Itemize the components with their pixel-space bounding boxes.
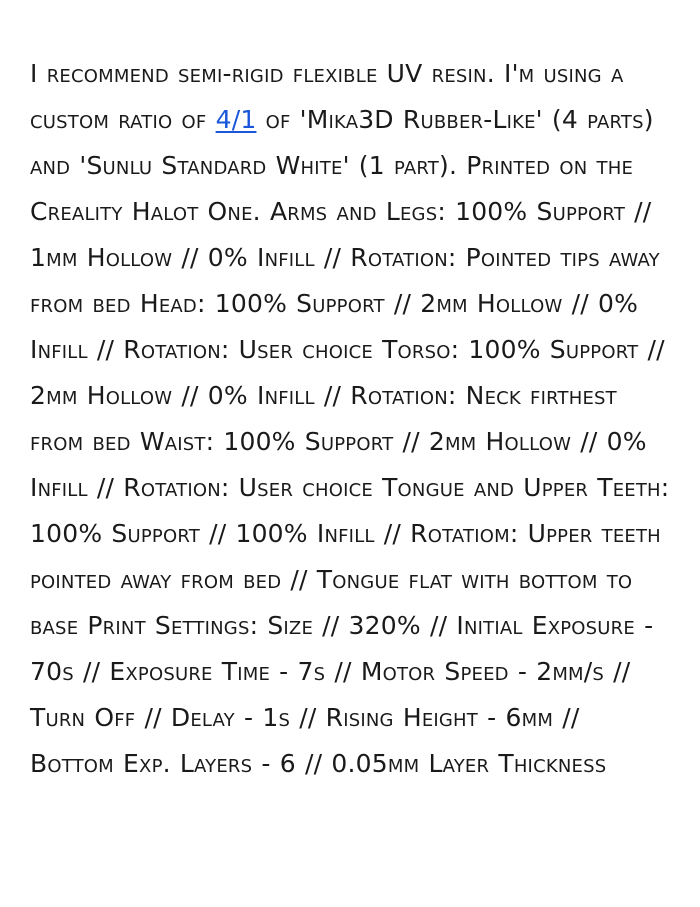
print-settings-paragraph	[30, 51, 670, 787]
paragraph-text-after-link: of 'Mika3D Rubber-Like' (4 parts) and 'Sunlu Standard White' (1 part). Printed on the Creality Halot One. Arms and Legs: 100% Support // 1mm Hollow // 0% Infill // Rotation: Pointed tips away from bed Head: 100% Support // 2mm Hollow // 0% Infill // Rotation: User choice Torso: 100% Support // 2mm Hollow // 0% Infill // Rotation: Neck firthest from bed Waist: 100% Support // 2mm Hollow // 0% Infill // Rotation: User choice Tongue and Upper Teeth: 100% Support // 100% Infill // Rotatiom: Upper teeth pointed away from bed // Tongue flat with bottom to base Print Settings: Size // 320% // Initial Exposure - 70s // Exposure Time - 7s // Motor Speed - 2mm/s // Turn Off // Delay - 1s // Rising Height - 6mm // Bottom Exp. Layers - 6 // 0.05mm Layer Thickness	[30, 105, 670, 778]
paragraph-text-before-link: I recommend semi-rigid flexible UV resin. I'm using a custom ratio of	[30, 59, 624, 134]
ratio-link[interactable]: 4/1	[215, 105, 257, 134]
